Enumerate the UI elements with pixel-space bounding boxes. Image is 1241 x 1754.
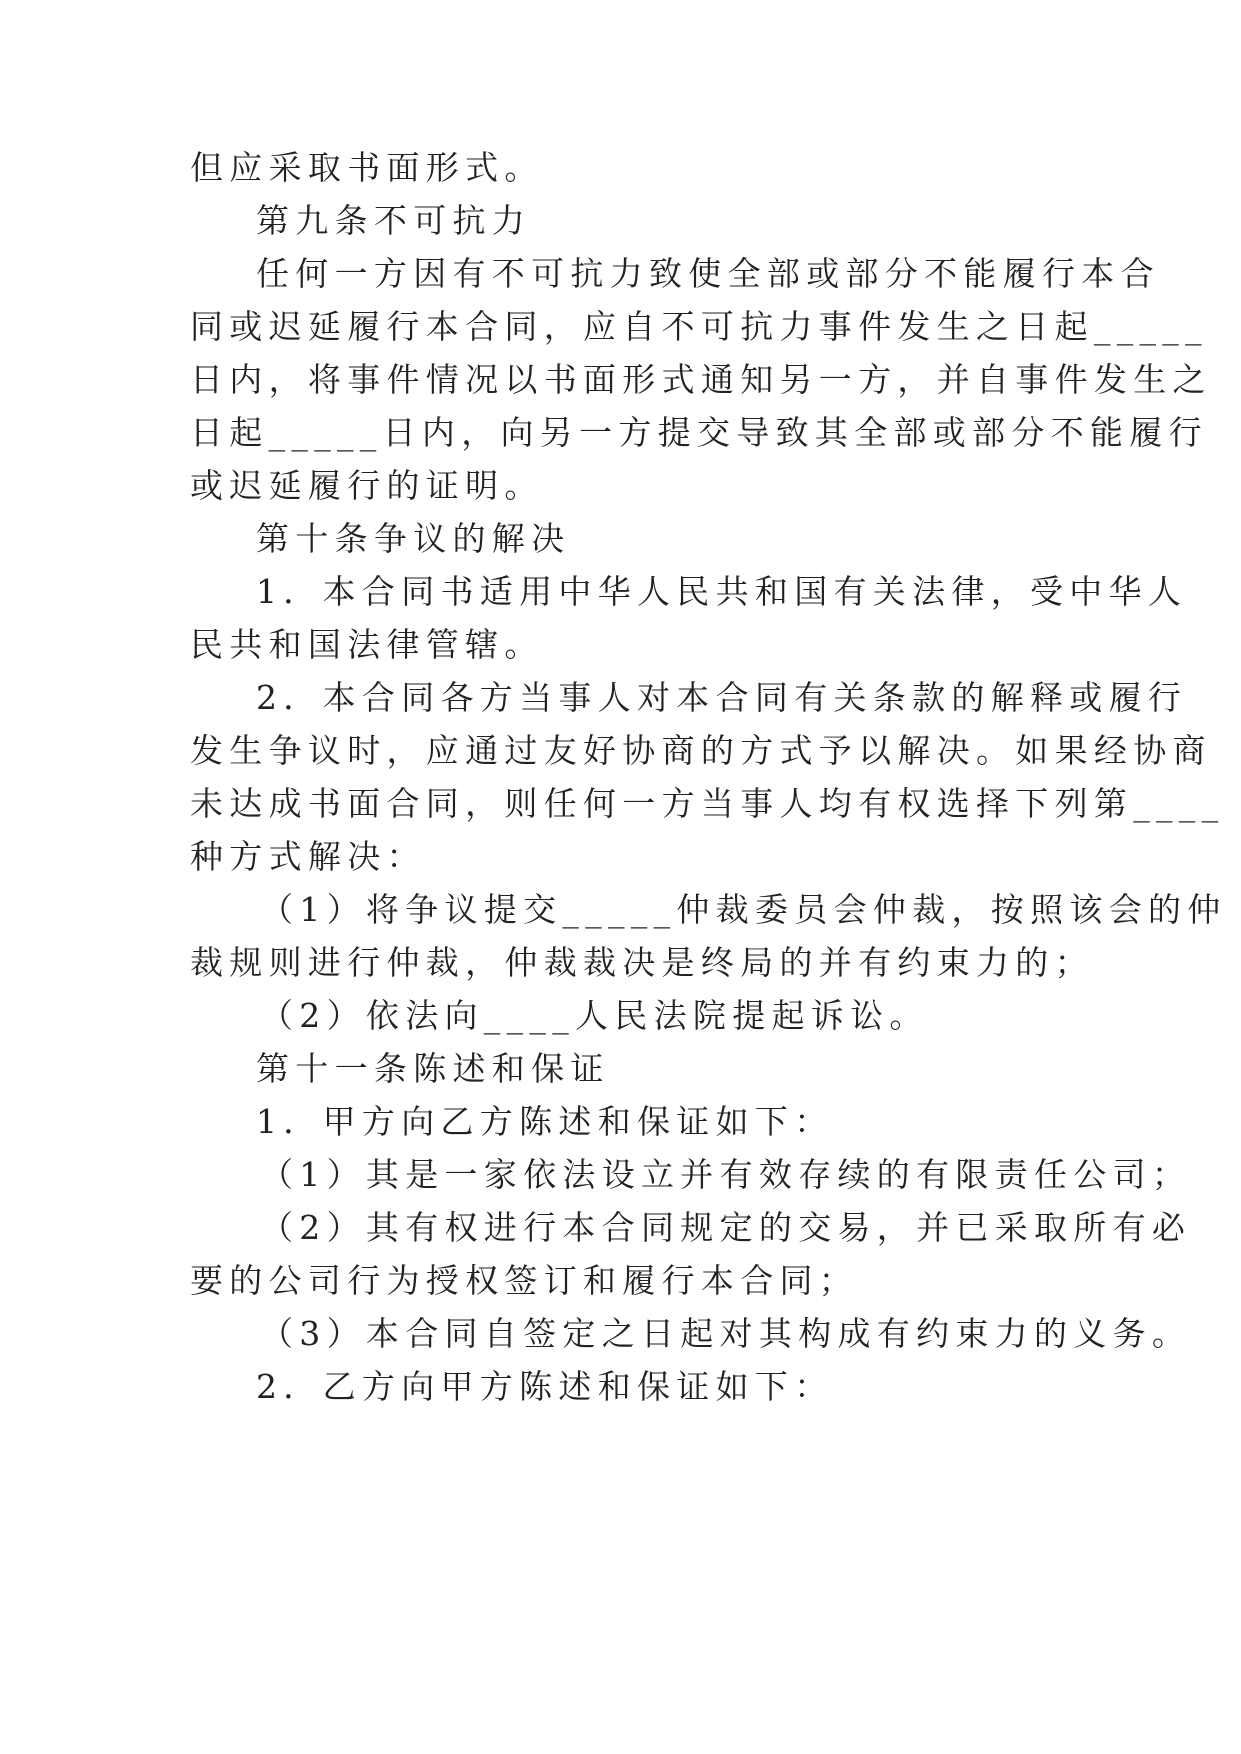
text-line: 要的公司行为授权签订和履行本合同； — [190, 1261, 859, 1300]
text-line: （3）本合同自签定之日起对其构成有约束力的义务。 — [260, 1314, 1192, 1353]
text-line: （2）依法向____人民法院提起诉讼。 — [260, 996, 929, 1035]
text-line: 2．乙方向甲方陈述和保证如下： — [256, 1367, 834, 1406]
text-line: （2）其有权进行本合同规定的交易，并已采取所有必 — [260, 1208, 1192, 1247]
text-line: 同或迟延履行本合同，应自不可抗力事件发生之日起_____ — [190, 307, 1208, 346]
text-line: 种方式解决： — [190, 837, 426, 876]
text-line: 1．甲方向乙方陈述和保证如下： — [256, 1102, 834, 1141]
text-line: （1）其是一家依法设立并有效存续的有限责任公司； — [260, 1155, 1192, 1194]
text-line: 任何一方因有不可抗力致使全部或部分不能履行本合 — [256, 254, 1160, 293]
text-line: 日内，将事件情况以书面形式通知另一方，并自事件发生之 — [190, 360, 1212, 399]
text-line: 发生争议时，应通过友好协商的方式予以解决。如果经协商 — [190, 731, 1212, 770]
text-line: 民共和国法律管辖。 — [190, 625, 544, 664]
text-line: 但应采取书面形式。 — [190, 148, 544, 187]
text-line: 1．本合同书适用中华人民共和国有关法律，受中华人 — [256, 572, 1188, 611]
text-line: 2．本合同各方当事人对本合同有关条款的解释或履行 — [256, 678, 1188, 717]
text-line: 或迟延履行的证明。 — [190, 466, 544, 505]
text-line: （1）将争议提交_____仲裁委员会仲裁，按照该会的仲 — [260, 890, 1227, 929]
text-line: 裁规则进行仲裁，仲裁裁决是终局的并有约束力的； — [190, 943, 1094, 982]
text-line: 日起_____日内，向另一方提交导致其全部或部分不能履行 — [190, 413, 1208, 452]
text-line: 未达成书面合同，则任何一方当事人均有权选择下列第____ — [190, 784, 1225, 823]
section-heading: 第十一条陈述和保证 — [256, 1049, 610, 1088]
section-heading: 第十条争议的解决 — [256, 519, 571, 558]
section-heading: 第九条不可抗力 — [256, 201, 532, 240]
